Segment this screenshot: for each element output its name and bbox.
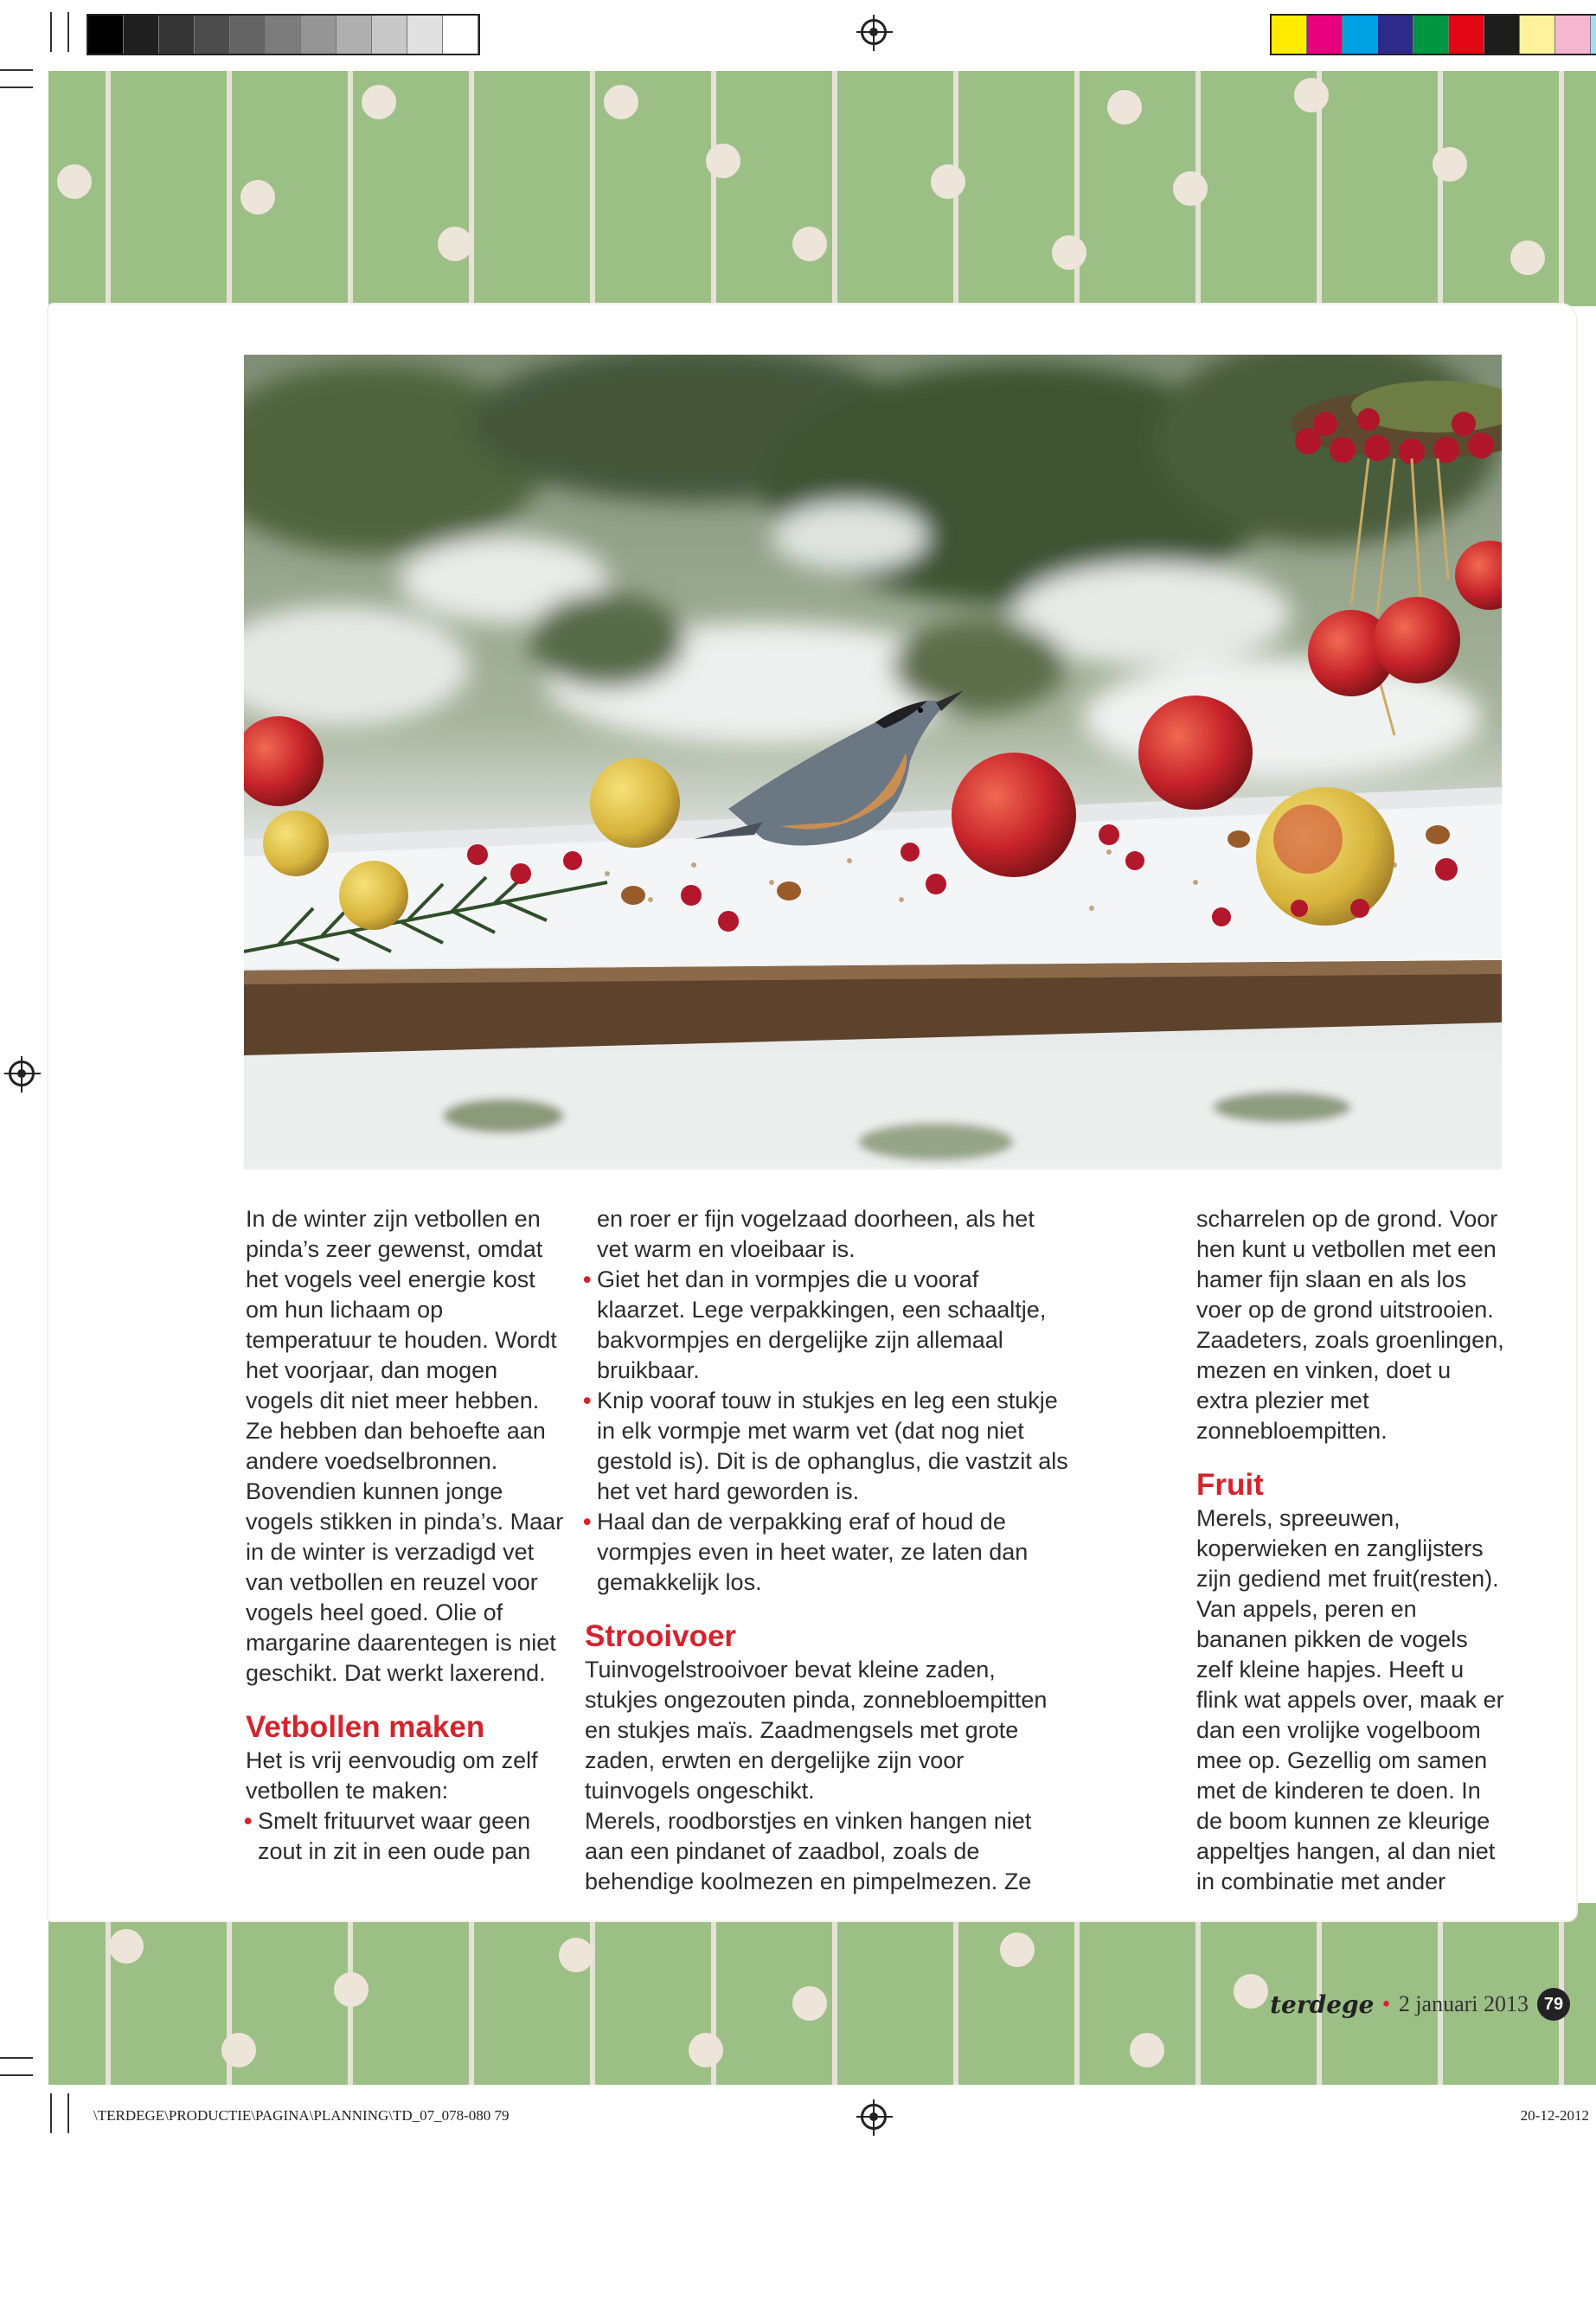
page-number-badge: 79 [1537, 1988, 1570, 2021]
registration-mark-icon [9, 1061, 35, 1086]
bird-feeding-table-photo [244, 355, 1502, 1170]
text-column-1 [246, 1204, 566, 1867]
crop-mark [0, 2057, 33, 2059]
process-color-bar [1270, 14, 1596, 55]
heading-strooivoer: Strooivoer [585, 1619, 737, 1653]
issue-date: 2 januari 2013 [1398, 1991, 1529, 2016]
footer-separator: • [1382, 1992, 1390, 2016]
print-slug-date: 20-12-2012 [1520, 2107, 1589, 2124]
crop-mark [0, 69, 33, 71]
intro-paragraph: In de winter zijn vetbollen en pinda’s zeer gewenst, omdat het vogels veel energie kost om hun lichaam op temperatuur te houden. Wordt het voorjaar, dan mogen vogels dit niet meer hebben. Ze hebben dan behoefte aan andere voedselbronnen. Bovendien kunnen jonge vogels stikken in pinda’s. Maar in de winter is verzadigd vet van vetbollen en reuzel voor vogels heel goed. Olie of margarine daarentegen is niet geschikt. Dat werkt laxerend. [246, 1206, 564, 1686]
top-decorative-band [48, 71, 1596, 306]
registration-mark-icon [861, 2104, 887, 2130]
print-slug-path: \TERDEGE\PRODUCTIE\PAGINA\PLANNING\TD_07_078-080 79 [93, 2107, 510, 2124]
fruit-paragraph: Merels, spreeuwen, koperwieken en zanglijsters zijn gediend met fruit(resten). Van appels, peren en bananen pikken de vogels zelf kleine hapjes. Heeft u flink wat appels over, maak er dan een vrolijke vogelboom mee op. Gezellig om samen met de kinderen te doen. In de boom kunnen ze kleurige appeltjes hangen, al dan niet in combinatie met ander [1196, 1505, 1504, 1894]
crop-mark [0, 87, 33, 88]
crop-mark [67, 12, 69, 52]
vetbollen-intro: Het is vrij eenvoudig om zelf vetbollen te maken: [246, 1747, 538, 1804]
crop-mark [0, 2074, 33, 2076]
crop-mark [50, 12, 52, 52]
bullet-item: • Giet het dan in vormpjes die u vooraf klaarzet. Lege verpakkingen, een schaaltje, bakvormpjes en dergelijke zijn allemaal bruikbaar. [585, 1265, 1069, 1386]
grayscale-color-bar [87, 14, 480, 55]
bullet-item: • Knip vooraf touw in stukjes en leg een stukje in elk vormpje met warm vet (dat nog niet gestold is). Dit is de ophanglus, die vastzit als het vet hard geworden is. [585, 1386, 1069, 1507]
bullet-continuation: en roer er fijn vogelzaad doorheen, als het vet warm en vloeibaar is. [597, 1206, 1035, 1262]
text-column-2 [585, 1204, 1069, 1897]
photo-illustration [244, 355, 1502, 1170]
heading-vetbollen-maken: Vetbollen maken [246, 1710, 485, 1744]
bullet-item: • Haal dan de verpakking eraf of houd de vormpjes even in heet water, ze laten dan gemakkelijk los. [585, 1507, 1069, 1598]
strooivoer-paragraph-2: Merels, roodborstjes en vinken hangen niet aan een pindanet of zaadbol, zoals de behendige koolmezen en pimpelmezen. Ze [585, 1808, 1032, 1894]
crop-mark [50, 2093, 52, 2133]
grond-paragraph: scharrelen op de grond. Voor hen kunt u vetbollen met een hamer fijn slaan en als los voer op de grond uitstrooien. Zaadeters, zoals groenlingen, mezen en vinken, doet u extra plezier met zonnebloempitten. [1196, 1206, 1504, 1444]
registration-mark-icon [861, 19, 887, 45]
heading-fruit: Fruit [1196, 1468, 1264, 1502]
page-footer [1270, 1988, 1570, 2021]
bullet-item: • Smelt frituurvet waar geen zout in zit in een oude pan [246, 1806, 566, 1867]
strooivoer-paragraph: Tuinvogelstrooivoer bevat kleine zaden, stukjes ongezouten pinda, zonnebloempitten en stukjes maïs. Zaadmengsels met grote zaden, erwten en dergelijke zijn voor tuinvogels ongeschikt. [585, 1657, 1048, 1804]
text-column-3 [1196, 1204, 1508, 1897]
magazine-logo: terdege [1270, 1990, 1375, 2019]
crop-mark [67, 2093, 69, 2133]
